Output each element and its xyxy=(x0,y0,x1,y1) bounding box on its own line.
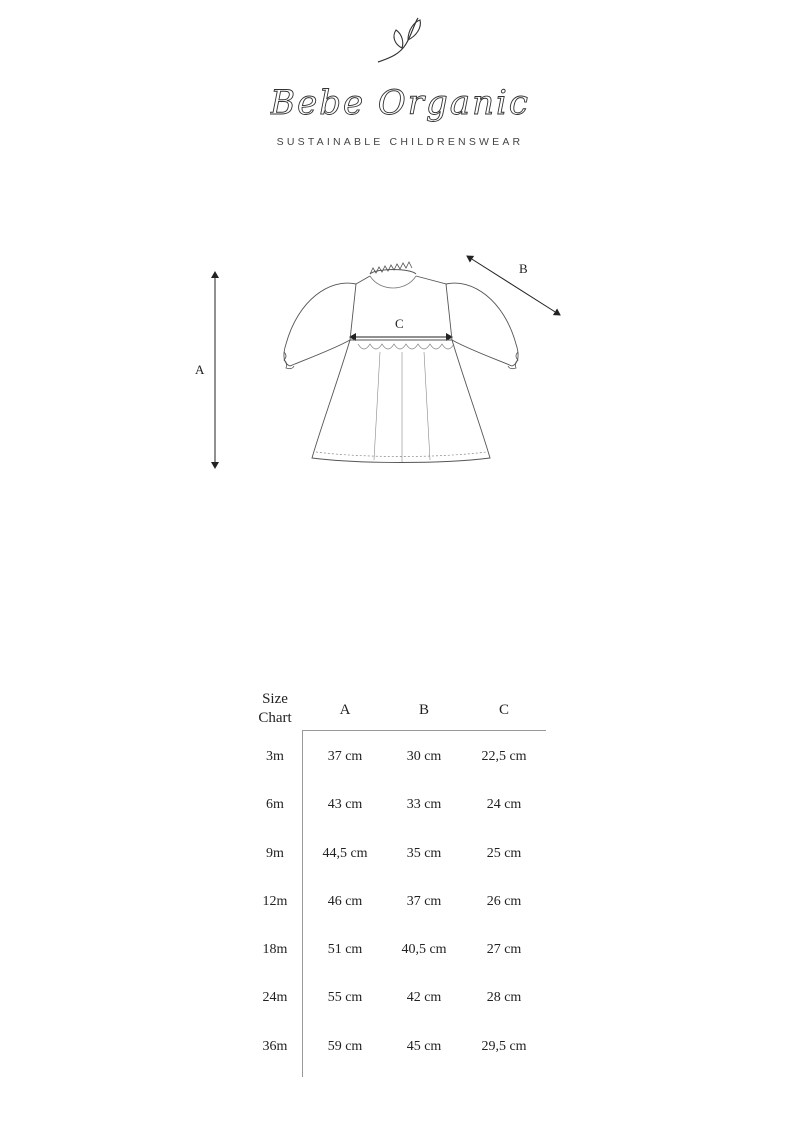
brand-tagline: SUSTAINABLE CHILDRENSWEAR xyxy=(276,136,524,148)
brand-wordmark-logo xyxy=(270,78,530,128)
column-header-a: A xyxy=(339,702,351,718)
measure-b-label: B xyxy=(519,261,528,276)
table-row: 12m 46 cm 37 cm 26 cm xyxy=(262,894,522,909)
measure-c-label: C xyxy=(395,316,404,331)
size-chart-header xyxy=(245,690,550,730)
column-header-b: B xyxy=(418,702,429,718)
column-header-c: C xyxy=(498,702,509,718)
measure-b-arrow xyxy=(467,256,560,315)
measure-a-label: A xyxy=(195,362,205,377)
table-header-divider xyxy=(302,730,546,731)
leaf-logo-icon xyxy=(370,14,430,66)
svg-text:Bebe Organic: Bebe Organic xyxy=(270,83,530,123)
size-chart-table xyxy=(245,690,550,730)
table-row: 3m 37 cm 30 cm 22,5 cm xyxy=(266,749,527,764)
table-row: 36m 59 cm 45 cm 29,5 cm xyxy=(262,1039,527,1054)
table-row: 9m 44,5 cm 35 cm 25 cm xyxy=(266,846,522,861)
size-chart-title: Size Chart xyxy=(258,691,292,726)
dress-measurement-diagram xyxy=(180,240,600,490)
table-row: 24m 55 cm 42 cm 28 cm xyxy=(262,990,522,1005)
table-row: 18m 51 cm 40,5 cm 27 cm xyxy=(262,942,522,957)
table-row: 6m 43 cm 33 cm 24 cm xyxy=(266,797,522,812)
